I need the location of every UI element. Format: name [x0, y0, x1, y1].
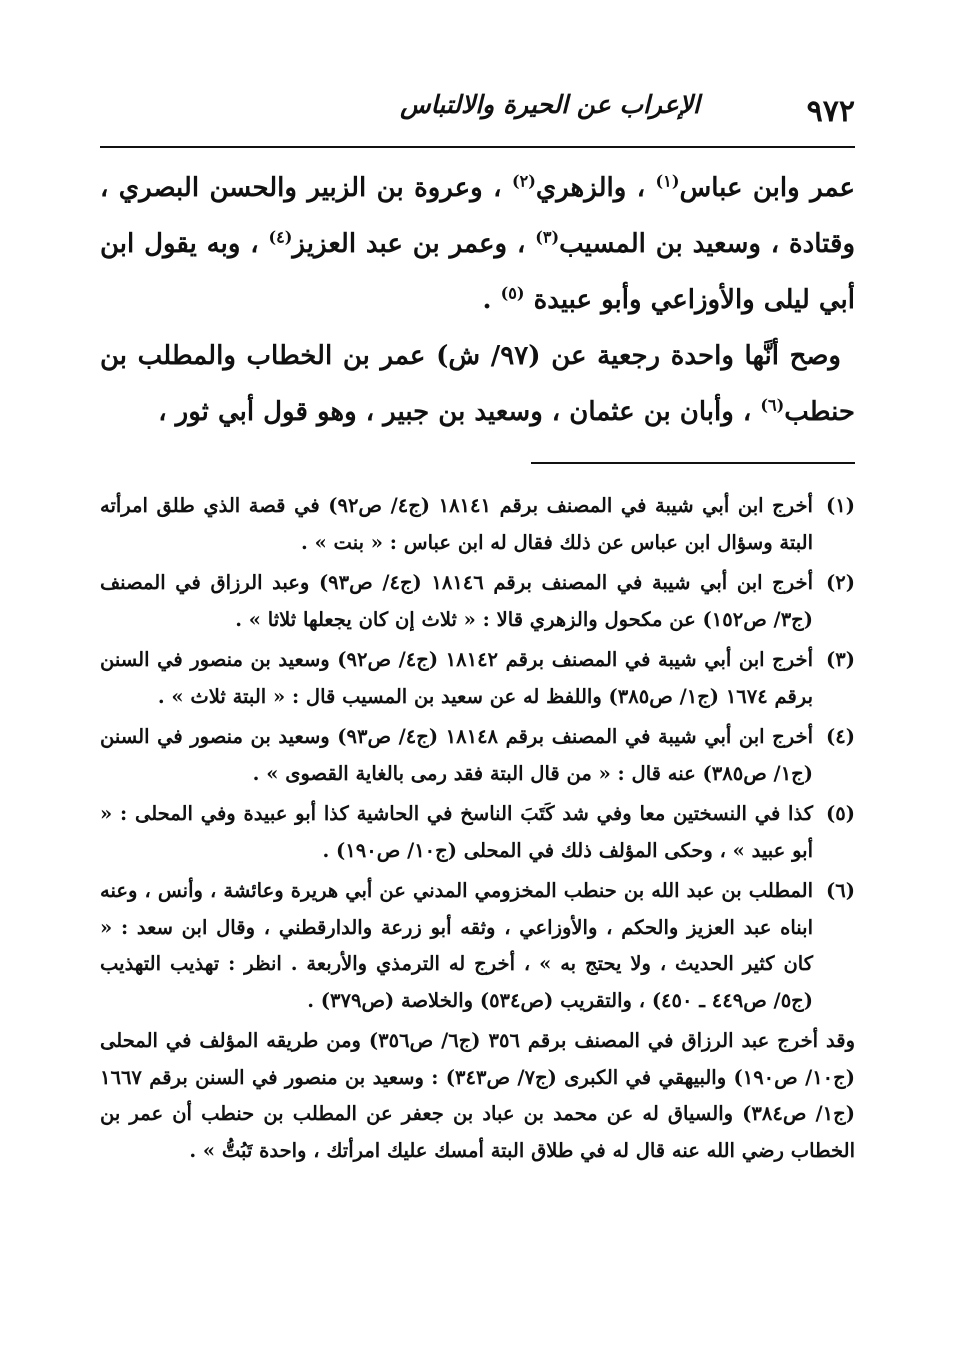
page-header — [100, 86, 855, 130]
footnote-marker: (٦) — [760, 395, 785, 415]
footnote-number: (٢) — [826, 571, 855, 594]
footnote-separator — [531, 462, 855, 464]
text-run: ، وعمر بن عبد العزيز — [292, 229, 536, 259]
footnote-text: كذا في النسختين معا وفي شد كَتَبَ الناسخ في الحاشية كذا أبو عبيدة وفي المحلى : « أبو عبيد » ، وحكى المؤلف ذلك في المحلى (ج١٠/ ص١٩٠) . — [100, 802, 813, 862]
footnote-number: (٤) — [826, 725, 855, 748]
footnote-text: أخرج ابن أبي شيبة في المصنف برقم ١٨١٤٨ (ج٤/ ص٩٣) وسعيد بن منصور في السنن (ج١/ ص٣٨٥) عنه قال : « من قال البتة فقد رمى بالغاية القصوى » . — [100, 725, 813, 785]
footnote-number: (٦) — [826, 879, 855, 902]
footnote — [100, 488, 855, 561]
text-run: وصح أنَّها واحدة رجعية عن (٩٧/ ش) عمر بن الخطاب والمطلب بن حنطب — [100, 341, 855, 427]
footnote-marker: (٥) — [500, 283, 525, 303]
text-run: ، وعروة بن الزبير والحسن البصري ، وقتادة ، وسعيد بن المسيب — [100, 173, 856, 259]
footnote-marker: (٢) — [511, 171, 536, 191]
footnote — [100, 796, 855, 869]
main-paragraph — [100, 160, 855, 328]
footnote-number: (٥) — [826, 802, 855, 825]
footnote-text: أخرج ابن أبي شيبة في المصنف برقم ١٨١٤١ (ج٤/ ص٩٢) في قصة الذي طلق امرأته البتة وسؤال ابن عباس عن ذلك فقال له ابن عباس : « بنت » . — [100, 494, 813, 554]
footnote — [100, 642, 855, 715]
footnote-marker: (١) — [655, 171, 680, 191]
footnote — [100, 873, 855, 1019]
footnotes — [100, 488, 855, 1169]
footnote-marker: (٣) — [535, 227, 560, 247]
running-head: الإعراب عن الحيرة والالتباس — [400, 90, 700, 119]
page-number: ٩٧٢ — [806, 94, 855, 129]
text-run: ، وبه يقول ابن أبي ليلى والأوزاعي وأبو عبيدة — [100, 229, 855, 315]
footnote — [100, 565, 855, 638]
text-run: عمر وابن عباس — [679, 173, 856, 203]
text-run: ، والزهري — [535, 173, 656, 203]
main-paragraph — [100, 328, 855, 440]
main-text — [100, 160, 855, 440]
footnote-marker: (٤) — [268, 227, 293, 247]
footnote-text: أخرج ابن أبي شيبة في المصنف برقم ١٨١٤٦ (ج٤/ ص٩٣) وعبد الرزاق في المصنف (ج٣/ ص١٥٢) عن مكحول والزهري قالا : « ثلاث إن كان يجعلها ثلاثا » . — [100, 571, 813, 631]
footnote-number: (٣) — [826, 648, 855, 671]
text-run: ، وأبان بن عثمان ، وسعيد بن جبير ، وهو قول أبي ثور ، — [158, 397, 761, 427]
footnote-text: المطلب بن عبد الله بن حنطب المخزومي المدني عن أبي هريرة وعائشة ، وأنس ، وعنه ابناه عبد العزيز والحكم ، والأوزاعي ، وثقه أبو زرعة والدارقطني ، وقال ابن سعد : « كان كثير الحديث ، ولا يحتج به » ، أخرج له الترمذي والأربعة . انظر : تهذيب التهذيب (ج٥/ ص٤٤٩ ـ ٤٥٠) ، والتقريب (ص٥٣٤) والخلاصة (ص٣٧٩) . — [100, 879, 813, 1012]
header-rule — [100, 146, 855, 148]
text-run: . — [482, 285, 501, 315]
footnote — [100, 719, 855, 792]
footnote-number: (١) — [826, 494, 855, 517]
footnote-continuation: وقد أخرج عبد الرزاق في المصنف برقم ٣٥٦ (ج٦/ ص٣٥٦) ومن طريقه المؤلف في المحلى (ج١٠/ ص١٩٠) والبيهقي في الكبرى (ج٧/ ص٣٤٣) : وسعيد بن منصور في السنن برقم ١٦٦٧ (ج١/ ص٣٨٤) والسياق له عن محمد بن عباد بن جعفر عن المطلب بن حنطب أن عمر بن الخطاب رضي الله عنه قال له في طلاق البتة أمسك عليك امرأتك ، واحدة تَبُتُّ » . — [100, 1029, 855, 1162]
footnote-text: أخرج ابن أبي شيبة في المصنف برقم ١٨١٤٢ (ج٤/ ص٩٢) وسعيد بن منصور في السنن برقم ١٦٧٤ (ج١/ ص٣٨٥) واللفظ له عن سعيد بن المسيب قال : « البتة ثلاث » . — [100, 648, 813, 708]
